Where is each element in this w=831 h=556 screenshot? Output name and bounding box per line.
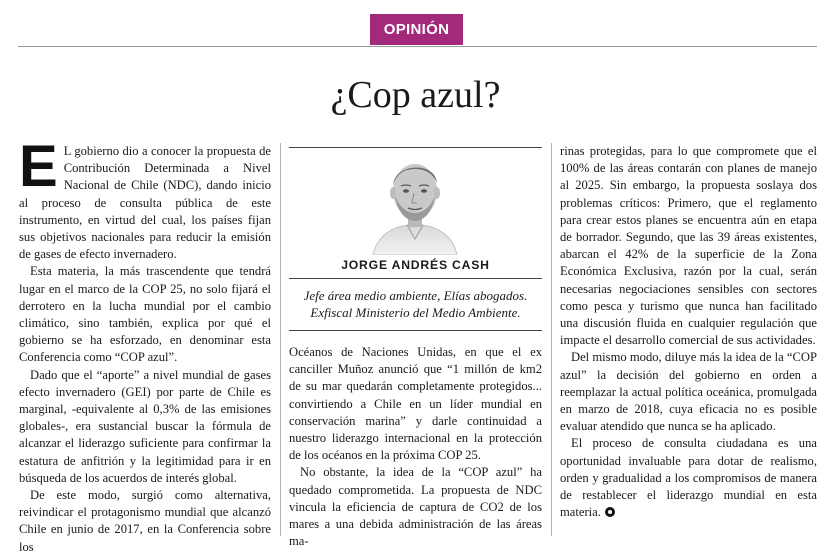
paragraph: De este modo, surgió como alternativa, reivindicar el protagonismo mundial que alcanzó Chile en junio de 2017, en la Conferencia sobre los [19, 488, 271, 554]
author-box-rule [289, 330, 542, 331]
author-name: JORGE ANDRÉS CASH [341, 258, 490, 272]
author-name-rule [289, 278, 542, 279]
paragraph: Del mismo modo, diluye más la idea de la “COP azul” la decisión del gobierno en orden a reemplazar la actual política oceánica, promulgada en marzo de 2018, cuya eficacia no es posible evaluar atendido que nunca se ha aplicado. [560, 350, 817, 434]
paragraph: El proceso de consulta ciudadana es una oportunidad invaluable para dotar de realismo, orden y gradualidad a los compromisos de manera de restablecer el liderazgo mundial en esta materia. [560, 436, 817, 520]
section-label: OPINIÓN [370, 14, 463, 45]
headline: ¿Cop azul? [330, 74, 501, 116]
column-1 [19, 134, 271, 556]
column-divider [551, 143, 552, 536]
author-box-rule [289, 147, 542, 148]
author-role [289, 287, 542, 321]
author-portrait [367, 151, 463, 255]
header-rule [18, 46, 817, 47]
author-role-line: Jefe área medio ambiente, Elías abogados. [303, 288, 528, 303]
paragraph: Dado que el “aporte” a nivel mundial de gases efecto invernadero (GEI) por parte de Chile es marginal, -equivalente al 0,3% de las emisiones globales-, era sustancial buscar la fórmula de alcanzar el liderazgo suficiente para confirmar la estatura de anfitrión y la legitimidad para ir en búsqueda de los acuerdos de interés global. [19, 367, 271, 485]
author-box [289, 147, 542, 331]
drop-cap: E [19, 134, 58, 199]
paragraph: Esta materia, la más trascendente que tendrá lugar en el marco de la COP 25, no solo fijará el derrotero en la lucha mundial por el cambio climático, sino también, explica por qué el gobierno se ha esforzado, en denominar esta Conferencia como “COP azul”. [19, 264, 271, 365]
column-3 [560, 143, 817, 521]
author-role-line: Exfiscal Ministerio del Medio Ambiente. [310, 305, 521, 320]
column-2 [289, 344, 542, 550]
end-of-article-icon [605, 507, 615, 517]
paragraph: No obstante, la idea de la “COP azul” ha quedado comprometida. La propuesta de NDC vincula la eficiencia de captura de CO2 de los mares a una debida administración de las áreas ma- [289, 465, 542, 549]
paragraph: rinas protegidas, para lo que compromete que el 100% de las áreas contarán con planes de manejo al 2025. Sin embargo, la propuesta soslaya dos problemas críticos: Primero, que el reglamento para crear estos planes se encuentra aún en etapa de borrador. Segundo, que las 39 áreas existentes, abarcan el 42% de la superficie de la Zona Económica Exclusiva, razón por la cual, serán necesarias negociaciones sensibles con sectores como pesca y turismo que nunca han facilitado una discusión fluida en cualquier regulación que impacte el desarrollo comercial de sus actividades. [560, 144, 817, 348]
column-divider [280, 143, 281, 536]
paragraph: E L gobierno dio a conocer la propuesta de Contribución Determinada a Nivel Nacional de Chile (NDC), dando inicio al proceso de consulta pública de este instrumento, en virtud del cual, los países fijan sus objetivos nacionales para reducir la emisión de gases de efecto invernadero. [19, 134, 271, 262]
paragraph: Océanos de Naciones Unidas, en que el ex canciller Muñoz anunció que “1 millón de km2 de su mar quedarán completamente protegidos... convirtiendo a Chile en un líder mundial en conservación marina” y darle continuidad a nuestro liderazgo internacional en la protección de los océanos en la próxima COP 25. [289, 345, 542, 463]
